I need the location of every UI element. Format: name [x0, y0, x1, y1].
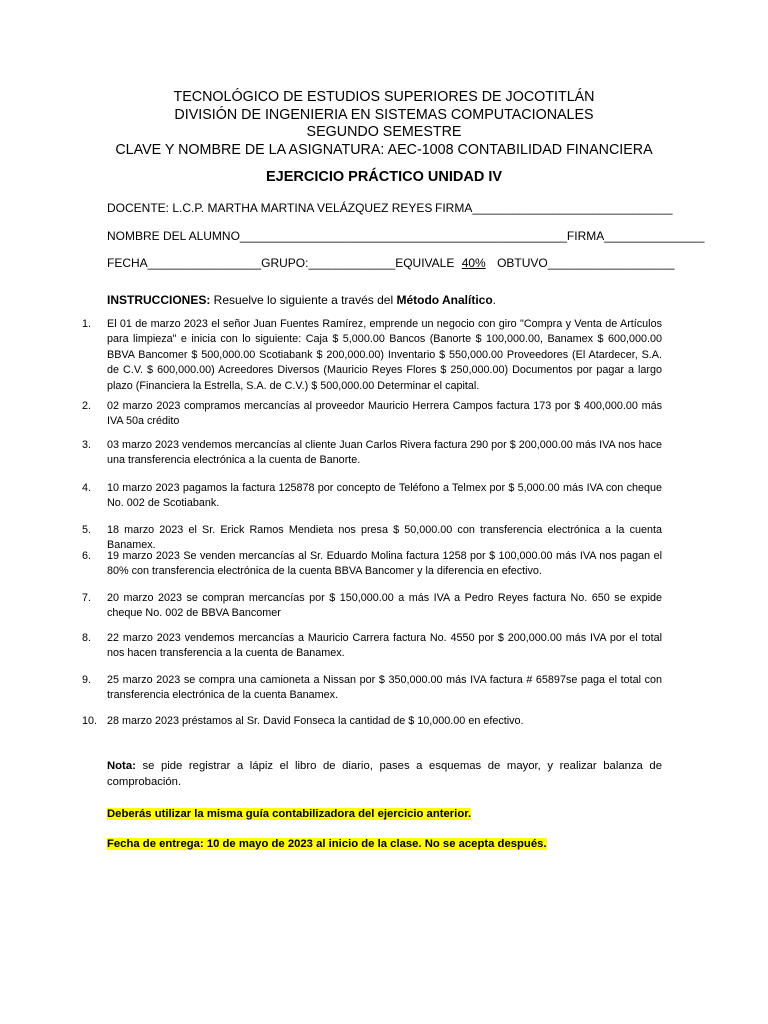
division-name: DIVISIÓN DE INGENIERIA EN SISTEMAS COMPUTACIONALES: [174, 106, 594, 123]
item-text: 19 marzo 2023 Se venden mercancías al Sr. Eduardo Molina factura 1258 por $ 100,000.00 más IVA nos pagan el 80% con transferencia electrónica de la cuenta BBVA Bancomer y la diferencia en efectivo.: [107, 550, 662, 578]
item-number: 9.: [82, 674, 92, 686]
item-number: 10.: [82, 715, 98, 727]
nombre-line: [107, 229, 704, 243]
item-text: 25 marzo 2023 se compra una camioneta a Nissan por $ 350,000.00 más IVA factura # 65897se paga el total con transferencia electrónica de la cuenta Banamex.: [107, 674, 662, 702]
instructions-text: Resuelve lo siguiente a través del: [210, 293, 397, 307]
equivale-value: 40%: [461, 256, 486, 270]
instructions-end: .: [492, 293, 497, 307]
highlight-guide: [107, 808, 471, 820]
note-text: se pide registrar a lápiz el libro de diario, pases a esquemas de mayor, y realizar balanza de comprobación.: [107, 760, 662, 788]
item-text: El 01 de marzo 2023 el señor Juan Fuentes Ramírez, emprende un negocio con giro "Compra y Venta de Artículos para limpieza" e inicia con lo siguiente: Caja $ 5,000.00 Bancos (Banorte $ 100,000.00, Banamex $ 600,000.00 BBVA Bancomer $ 500,000.00 Scotiabank $ 200,000.00) Inventario $ 550,000.00 Proveedores (El Atardecer, S.A. de C.V. $ 600,000.00) Acreedores Diversos (Mauricio Reyes Flores $ 250,000.00) Documentos por pagar a largo plazo (Financiera la Estrella, S.A. de C.V.) $ 500,000.00 Determinar el capital.: [107, 318, 662, 392]
item-text: 02 marzo 2023 compramos mercancías al proveedor Mauricio Herrera Campos factura 173 por $ 400,000.00 más IVA 50a crédito: [107, 400, 662, 428]
item-number: 1.: [82, 318, 92, 330]
item-number: 5.: [82, 524, 92, 536]
docente-line: [107, 201, 432, 215]
instructions-label: INSTRUCCIONES:: [107, 293, 211, 307]
nombre-label: NOMBRE DEL ALUMNO_________________________________________________FIRMA_______________: [107, 229, 705, 243]
item-text: 22 marzo 2023 vendemos mercancías a Mauricio Carrera factura No. 4550 por $ 200,000.00 más IVA por el total nos hacen transferencia a la cuenta de Banamex.: [107, 632, 662, 660]
item-number: 3.: [82, 439, 92, 451]
highlight-deadline-text: Fecha de entrega: 10 de mayo de 2023 al inicio de la clase. No se acepta después.: [107, 838, 547, 850]
method-name: Método Analítico: [396, 293, 493, 307]
document-header: [0, 89, 768, 159]
firma-label: FIRMA______________________________: [435, 201, 673, 215]
item-text: 03 marzo 2023 vendemos mercancías al cliente Juan Carlos Rivera factura 290 por $ 200,000.00 más IVA nos hace una transferencia electrónica a la cuenta de Banorte.: [107, 439, 662, 467]
semester: SEGUNDO SEMESTRE: [306, 124, 462, 140]
fecha-label: FECHA_________________GRUPO:_____________EQUIVALE: [107, 256, 455, 270]
obtuvo-label: OBTUVO___________________: [497, 256, 675, 270]
item-number: 2.: [82, 400, 92, 412]
exercise-title: EJERCICIO PRÁCTICO UNIDAD IV: [265, 169, 503, 185]
item-text: 28 marzo 2023 préstamos al Sr. David Fonseca la cantidad de $ 10,000.00 en efectivo.: [107, 715, 524, 727]
firma-line: [435, 201, 673, 215]
highlight-guide-text: Deberás utilizar la misma guía contabilizadora del ejercicio anterior.: [107, 808, 472, 820]
item-text: 18 marzo 2023 el Sr. Erick Ramos Mendieta nos presa $ 50,000.00 con transferencia electrónica a la cuenta Banamex.: [107, 524, 662, 552]
note-label: Nota:: [107, 760, 136, 772]
item-number: 6.: [82, 550, 92, 562]
item-number: 7.: [82, 592, 92, 604]
note: [107, 758, 662, 790]
item-text: 10 marzo 2023 pagamos la factura 125878 por concepto de Teléfono a Telmex por $ 5,000.00 más IVA con cheque No. 002 de Scotiabank.: [107, 482, 662, 510]
institution-name: TECNOLÓGICO DE ESTUDIOS SUPERIORES DE JOCOTITLÁN: [173, 89, 595, 105]
item-text: 20 marzo 2023 se compran mercancías por $ 150,000.00 a más IVA a Pedro Reyes factura No. 650 se expide cheque No. 002 de BBVA Bancomer: [107, 592, 662, 620]
docente-label: DOCENTE: L.C.P. MARTHA MARTINA VELÁZQUEZ REYES: [107, 201, 433, 215]
item-number: 8.: [82, 632, 92, 644]
instructions: [107, 293, 496, 307]
fecha-line: [107, 256, 675, 270]
highlight-deadline: [107, 838, 547, 850]
course-name: CLAVE Y NOMBRE DE LA ASIGNATURA: AEC-1008 CONTABILIDAD FINANCIERA: [115, 141, 653, 158]
item-number: 4.: [82, 482, 92, 494]
